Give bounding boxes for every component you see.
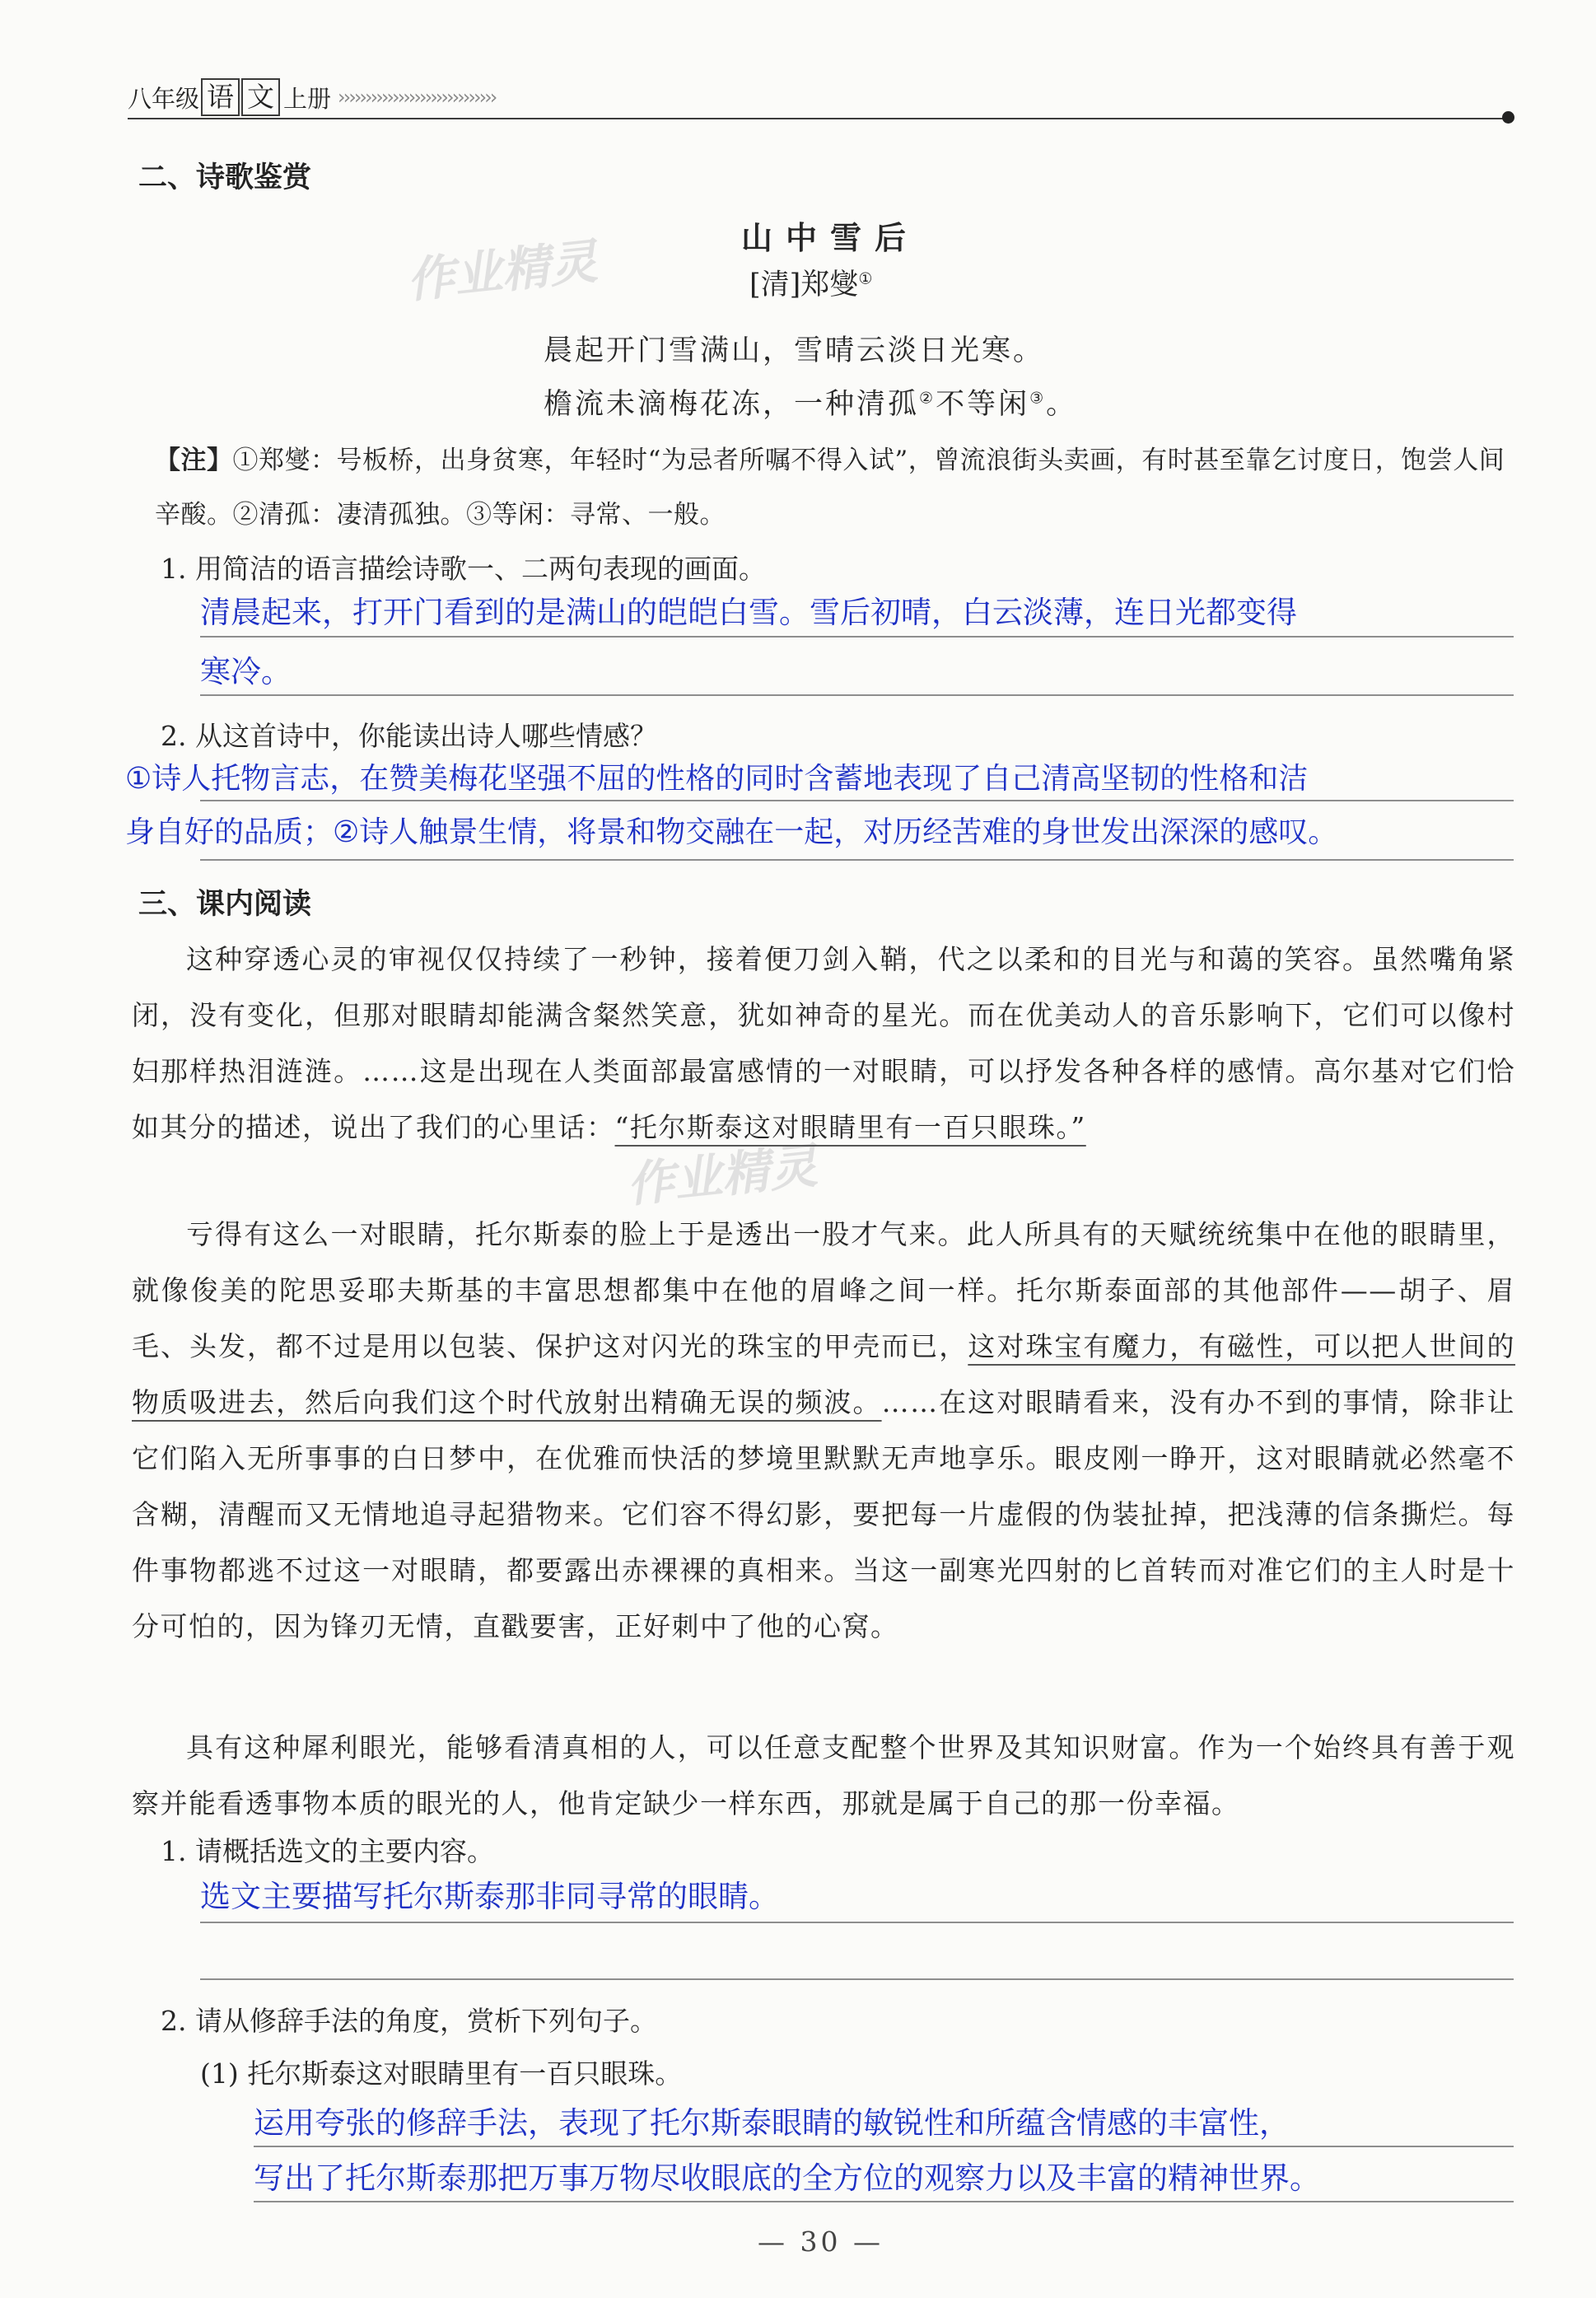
answer-2-2-line-1: ①诗人托物言志，在赞美梅花坚强不屈的性格的同时含蓄地表现了自己清高坚韧的性格和洁 [125, 762, 1309, 796]
poem-footnote: 【注】①郑燮：号板桥，出身贫寒，年轻时“为忌者所嘱不得入试”，曾流浪街头卖画，有时甚至靠乞讨度日，饱尝人间辛酸。②清孤：凄清孤独。③等闲：寻常、一般。 [155, 446, 1505, 530]
poem-line-2: 檐流未滴梅花冻，一种清孤②不等闲③。 [544, 388, 1078, 421]
note-label: 【注】 [155, 446, 233, 475]
subject-char-1: 语 [201, 78, 240, 116]
reading-paragraph-1: 这种穿透心灵的审视仅仅持续了一秒钟，接着便刀剑入鞘，代之以柔和的目光与和蔼的笑容。虽然嘴角紧闭，没有变化，但那对眼睛却能满含粲然笑意，犹如神奇的星光。而在优美动人的音乐影响下，它们可以像村妇那样热泪涟涟。……这是出现在人类面部最富感情的一对眼睛，可以抒发各种各样的感情。高尔基对它们恰如其分的描述，说出了我们的心里话：“托尔斯泰这对眼睛里有一百只眼珠。” [132, 943, 1515, 1143]
section-heading-poetry: 二、诗歌鉴赏 [138, 161, 312, 194]
answer-line [200, 800, 1514, 801]
question-3-1: 1. 请概括选文的主要内容。 [161, 1835, 494, 1867]
answer-2-1-line-1: 清晨起来，打开门看到的是满山的皑皑白雪。雪后初晴，白云淡薄，连日光都变得 [200, 595, 1297, 630]
poem-author: [清]郑燮① [749, 269, 873, 301]
answer-2-2-line-2: 身自好的品质；②诗人触景生情，将景和物交融在一起，对历经苦难的身世发出深深的感叹。 [125, 815, 1338, 849]
reading-paragraph-3: 具有这种犀利眼光，能够看清真相的人，可以任意支配整个世界及其知识财富。作为一个始终具有善于观察并能看透事物本质的眼光的人，他肯定缺少一样东西，那就是属于自己的那一份幸福。 [132, 1731, 1515, 1819]
answer-line [254, 2201, 1514, 2202]
page-header [128, 76, 495, 119]
header-rule-dot [1502, 111, 1514, 124]
author-note-mark: ① [858, 269, 873, 288]
page-number: — 30 — [758, 2226, 884, 2258]
answer-2-1-line-2: 寒冷。 [200, 654, 292, 689]
question-2-1: 1. 用简洁的语言描绘诗歌一、二两句表现的画面。 [161, 553, 766, 585]
answer-line [200, 694, 1514, 696]
grade-label: 八年级 [128, 84, 200, 113]
answer-line [254, 2146, 1514, 2147]
volume-label: 上册 [283, 84, 332, 113]
poem-line-1: 晨起开门雪满山，雪晴云淡日光寒。 [544, 334, 1045, 367]
underlined-sentence-2: 这对珠宝有魔力，有磁性，可以把人世间的物质吸进去，然后向我们这个时代放射出精确无误的频波。 [132, 1330, 1516, 1418]
answer-line [200, 636, 1514, 638]
answer-line [200, 1922, 1514, 1923]
header-arrows: ››››››››››››››››››››››››››››› [338, 86, 496, 109]
subject-char-2: 文 [241, 78, 280, 116]
poem-title: 山中雪后 [741, 219, 920, 256]
watermark-middle: 作业精灵 [623, 1137, 820, 1213]
question-3-2-1: (1) 托尔斯泰这对眼睛里有一百只眼珠。 [200, 2057, 683, 2090]
answer-line [200, 1978, 1514, 1980]
header-rule [128, 118, 1505, 119]
watermark-top: 作业精灵 [404, 233, 600, 309]
question-2-2: 2. 从这首诗中，你能读出诗人哪些情感？ [161, 720, 657, 752]
section-heading-reading: 三、课内阅读 [138, 888, 312, 921]
answer-3-1: 选文主要描写托尔斯泰那非同寻常的眼睛。 [200, 1879, 779, 1914]
answer-3-2-1-line-2: 写出了托尔斯泰那把万事万物尽收眼底的全方位的观察力以及丰富的精神世界。 [254, 2160, 1320, 2196]
answer-3-2-1-line-1: 运用夸张的修辞手法，表现了托尔斯泰眼睛的敏锐性和所蕴含情感的丰富性， [254, 2105, 1290, 2141]
reading-paragraph-2: 亏得有这么一对眼睛，托尔斯泰的脸上于是透出一股才气来。此人所具有的天赋统统集中在他的眼睛里，就像俊美的陀思妥耶夫斯基的丰富思想都集中在他的眉峰之间一样。托尔斯泰面部的其他部件——胡子、眉毛、头发，都不过是用以包装、保护这对闪光的珠宝的甲壳而已，这对珠宝有魔力，有磁性，可以把人世间的物质吸进去，然后向我们这个时代放射出精确无误的频波。……在这对眼睛看来，没有办不到的事情，除非让它们陷入无所事事的白日梦中，在优雅而快活的梦境里默默无声地享乐。眼皮刚一睁开，这对眼睛就必然毫不含糊，清醒而又无情地追寻起猎物来。它们容不得幻影，要把每一片虚假的伪装扯掉，把浅薄的信条撕烂。每件事物都逃不过这一对眼睛，都要露出赤裸裸的真相来。当这一副寒光四射的匕首转而对准它们的主人时是十分可怕的，因为锋刃无情，直戳要害，正好刺中了他的心窝。 [132, 1218, 1516, 1642]
question-3-2: 2. 请从修辞手法的角度，赏析下列句子。 [161, 2005, 657, 2037]
underlined-sentence-1: “托尔斯泰这对眼睛里有一百只眼珠。” [614, 1111, 1086, 1143]
answer-line [200, 859, 1514, 861]
